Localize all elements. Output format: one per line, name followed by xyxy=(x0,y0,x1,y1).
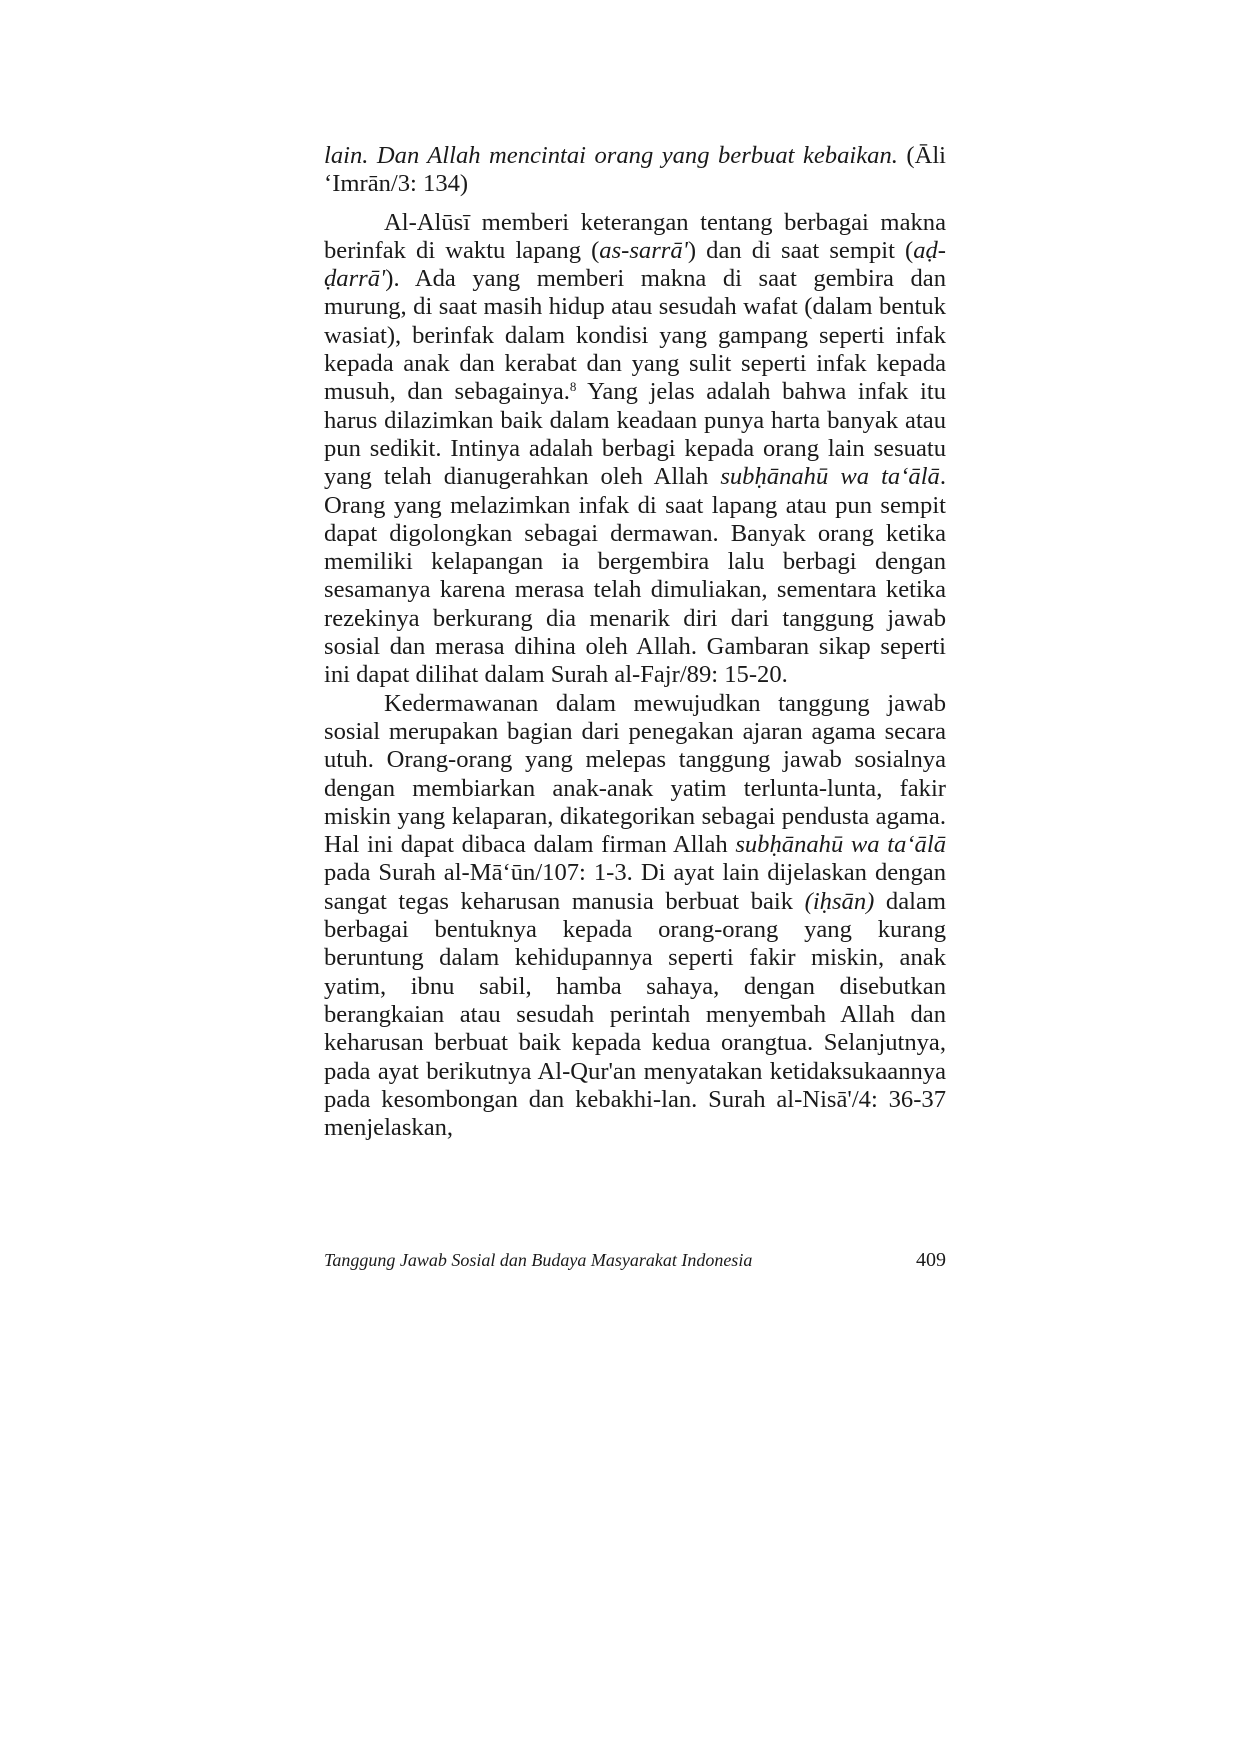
paragraph-1-text-part-3: ). Ada yang memberi makna di saat gembira dan murung, di saat masih hidup atau sesudah wafat (dalam bentuk wasiat), berinfak dalam kondisi yang gampang seperti infak kepada anak dan kerabat dan yang sulit seperti infak kepada musuh, dan sebagainya. xyxy=(324,265,946,406)
page-number: 409 xyxy=(916,1249,946,1271)
footnote-marker: 8 xyxy=(569,379,577,395)
quote-ending xyxy=(324,142,946,199)
main-text-block xyxy=(324,142,946,1142)
paragraph-al-alusi xyxy=(324,209,946,690)
paragraph-1-text-part-5: . Orang yang melazimkan infak di saat lapang atau pun sempit dapat digolongkan sebagai dermawan. Banyak orang ketika memiliki kelapangan ia bergembira lalu berbagi dengan sesamanya karena merasa telah dimuliakan, sementara ketika rezekinya berkurang dia menarik diri dari tanggung jawab sosial dan merasa dihina oleh Allah. Gambaran sikap seperti ini dapat dilihat dalam Surah al-Fajr/89: 15-20. xyxy=(324,463,946,689)
paragraph-1-text-part-1: Al-Alūsī memberi keterangan tentang berbagai makna berinfak di waktu lapang ( xyxy=(324,208,946,264)
paragraph-1-text-part-4: Yang jelas adalah bahwa infak itu harus dilazimkan baik dalam keadaan punya harta banyak atau pun sedikit. Intinya adalah berbagi kepada orang lain sesuatu yang telah dianugerahkan oleh Allah xyxy=(324,378,947,491)
subhanahu-term-second: subḥānahū wa ta‘ālā xyxy=(735,831,946,859)
paragraph-kedermawanan xyxy=(324,690,946,1143)
subhanahu-term: subḥānahū wa ta‘ālā xyxy=(720,463,940,491)
quote-italic-text: lain. Dan Allah mencintai orang yang berbuat kebaikan. xyxy=(324,142,898,169)
as-sarra-term: as-sarrā' xyxy=(599,236,688,264)
running-title: Tanggung Jawab Sosial dan Budaya Masyarakat Indonesia xyxy=(324,1250,753,1270)
paragraph-2-text-part-1: Kedermawanan dalam mewujudkan tanggung jawab sosial merupakan bagian dari penegakan ajaran agama secara utuh. Orang-orang yang melepas tanggung jawab sosialnya dengan membiarkan anak-anak yatim terlunta-lunta, fakir miskin yang kelaparan, dikategorikan sebagai pendusta agama. Hal ini dapat dibaca dalam firman Allah xyxy=(324,689,946,859)
quote-citation: (Āli ‘Imrān/3: 134) xyxy=(324,142,946,198)
paragraph-1-text-part-2: ) dan di saat sempit ( xyxy=(687,236,914,264)
ad-darra-term: aḍ-ḍarrā' xyxy=(324,236,946,293)
paragraph-2-text-part-2: pada Surah al-Mā‘ūn/107: 1-3. Di ayat lain dijelaskan dengan sangat tegas keharusan manusia berbuat baik xyxy=(324,859,946,915)
page-footer xyxy=(324,1248,946,1278)
ihsan-term: (iḥsān) xyxy=(804,887,875,915)
paragraph-2-text-part-3: dalam berbagai bentuknya kepada orang-orang yang kurang beruntung dalam kehidupannya seperti fakir miskin, anak yatim, ibnu sabil, hamba sahaya, dengan disebutkan berangkaian atau sesudah perintah menyembah Allah dan keharusan berbuat baik kepada kedua orangtua. Selanjutnya, pada ayat berikutnya Al-Qur'an menyatakan ketidaksukaannya pada kesombongan dan kebakhi-lan. Surah al-Nisā'/4: 36-37 menjelaskan, xyxy=(324,887,946,1142)
